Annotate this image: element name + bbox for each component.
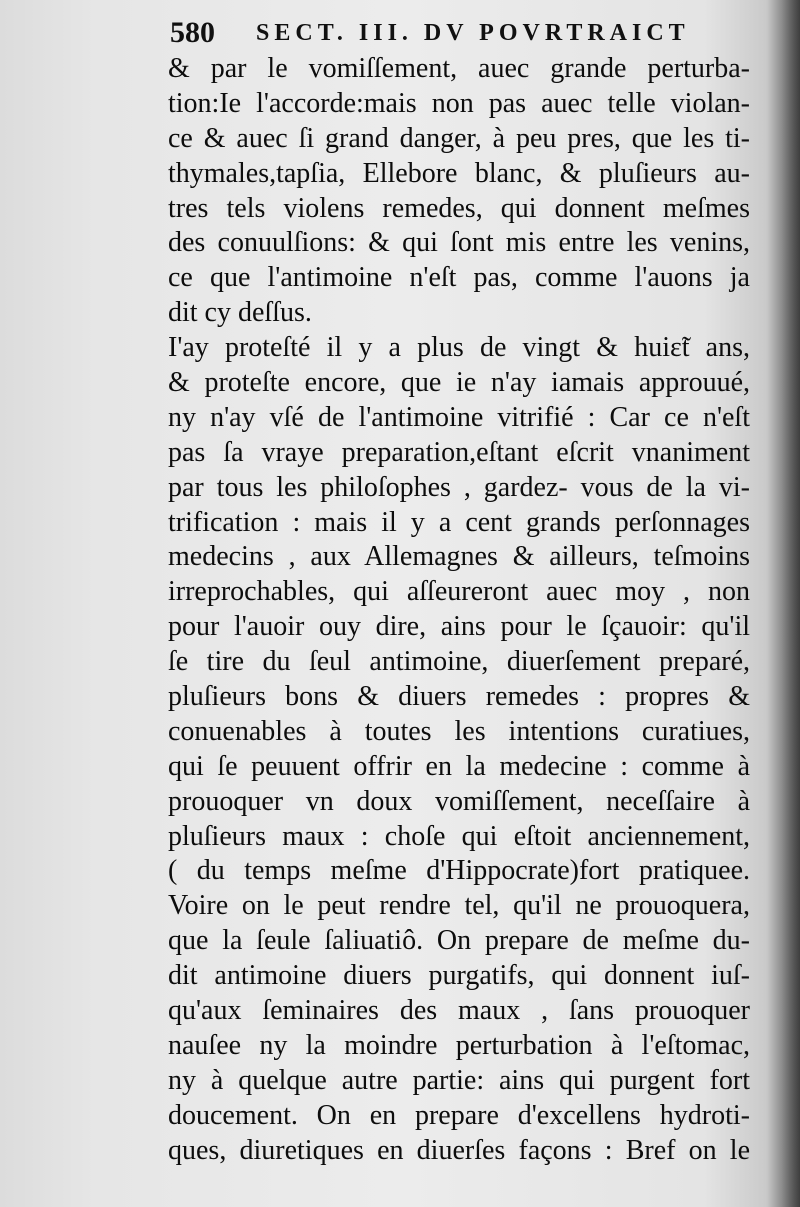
text-line: pour l'auoir ouy dire, ains pour le ſçauoir: qu'il: [168, 611, 750, 643]
text-line: prouoquer vn doux vomiſſement, neceſſaire à: [168, 785, 750, 817]
text-line: ſe tire du ſeul antimoine, diuerſement preparé,: [168, 646, 750, 678]
text-line: ny n'ay vſé de l'antimoine vitrifié : Car ce n'eſt: [168, 401, 750, 433]
text-line: pluſieurs bons & diuers remedes : propres &: [168, 681, 750, 713]
text-line: medecins , aux Allemagnes & ailleurs, teſmoins: [168, 541, 750, 573]
text-line: qui ſe peuuent offrir en la medecine : comme à: [168, 750, 750, 782]
paragraph-1: [168, 52, 750, 331]
text-line: ce que l'antimoine n'eſt pas, comme l'auons ja: [168, 262, 750, 294]
page-number: 580: [170, 16, 215, 49]
running-head: SECT. III. DV POVRTRAICT: [256, 20, 690, 46]
text-line: I'ay proteſté il y a plus de vingt & huiɛ̃t ans,: [168, 332, 750, 364]
text-line: des conuulſions: & qui ſont mis entre les venins,: [168, 227, 750, 259]
text-line: ny à quelque autre partie: ains qui purgent fort: [168, 1064, 750, 1096]
text-line: Voire on le peut rendre tel, qu'il ne prouoquera,: [168, 890, 750, 922]
text-line: ques, diuretiques en diuerſes façons : Bref on le: [168, 1134, 750, 1166]
text-line: irreprochables, qui aſſeureront auec moy , non: [168, 576, 750, 608]
text-line: tion:Ie l'accorde:mais non pas auec telle violan-: [168, 87, 750, 119]
text-line: & proteſte encore, que ie n'ay iamais approuué,: [168, 367, 750, 399]
body-text: [168, 52, 750, 1169]
text-line: pluſieurs maux : choſe qui eſtoit anciennement,: [168, 820, 750, 852]
text-line: tres tels violens remedes, qui donnent meſmes: [168, 192, 750, 224]
text-line: & par le vomiſſement, auec grande perturba-: [168, 53, 750, 84]
text-line: thymales,tapſia, Ellebore blanc, & pluſieurs au-: [168, 157, 750, 189]
gutter-shadow: [766, 0, 800, 1207]
page-header: [170, 14, 730, 50]
text-line: ce & auec ſi grand danger, à peu pres, que les ti-: [168, 122, 750, 154]
text-line: dit cy deſſus.: [168, 297, 312, 329]
paragraph-2: [168, 331, 750, 1168]
text-line: que la ſeule ſaliuatiô. On prepare de meſme du-: [168, 925, 750, 957]
text-line: par tous les philoſophes , gardez- vous de la vi-: [168, 471, 750, 503]
text-line: ( du temps meſme d'Hippocrate)fort pratiquee.: [168, 855, 750, 887]
text-line: conuenables à toutes les intentions curatiues,: [168, 715, 750, 747]
text-line: pas ſa vraye preparation,eſtant eſcrit vnaniment: [168, 436, 750, 468]
text-line: qu'aux ſeminaires des maux , ſans prouoquer: [168, 995, 750, 1027]
text-line: doucement. On en prepare d'excellens hydroti-: [168, 1099, 750, 1131]
text-line: nauſee ny la moindre perturbation à l'eſtomac,: [168, 1029, 750, 1061]
text-line: dit antimoine diuers purgatifs, qui donnent iuſ-: [168, 960, 750, 992]
text-line: trification : mais il y a cent grands perſonnages: [168, 506, 750, 538]
